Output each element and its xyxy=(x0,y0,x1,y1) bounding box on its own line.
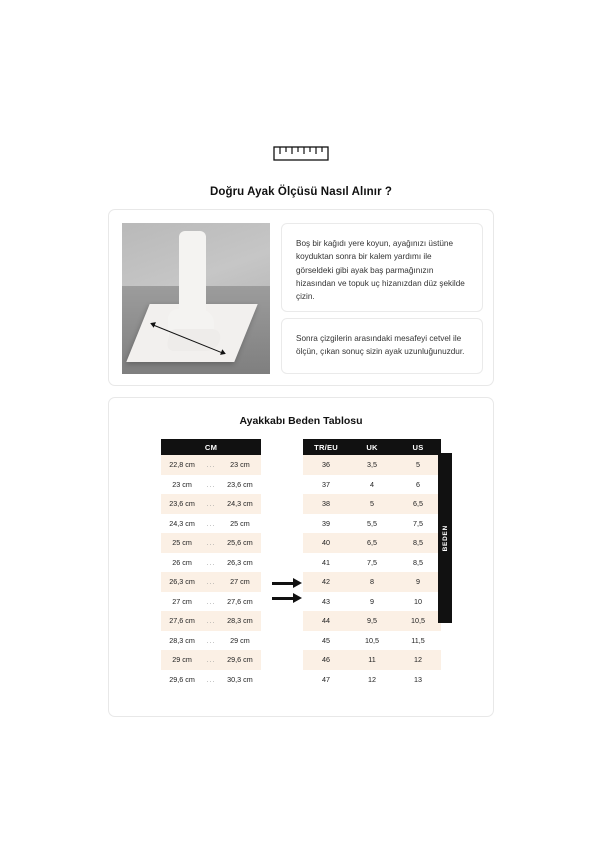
size-uk: 7,5 xyxy=(349,553,395,573)
size-us: 10,5 xyxy=(395,611,441,631)
cm-min: 26 cm xyxy=(161,553,203,573)
cm-dots: ... xyxy=(203,533,219,553)
table-row xyxy=(161,592,261,612)
size-table-header-us: US xyxy=(395,439,441,455)
cm-min: 23 cm xyxy=(161,475,203,495)
size-us: 6,5 xyxy=(395,494,441,514)
cm-table-body xyxy=(161,455,261,689)
ruler-icon-wrap xyxy=(0,140,602,166)
size-uk: 12 xyxy=(349,670,395,690)
size-treu: 38 xyxy=(303,494,349,514)
cm-dots: ... xyxy=(203,650,219,670)
table-row xyxy=(161,572,261,592)
table-row xyxy=(303,670,441,690)
size-us: 7,5 xyxy=(395,514,441,534)
cm-min: 28,3 cm xyxy=(161,631,203,651)
size-uk: 10,5 xyxy=(349,631,395,651)
cm-dots: ... xyxy=(203,670,219,690)
table-row xyxy=(161,670,261,690)
ruler-icon xyxy=(273,140,329,166)
page-title: Doğru Ayak Ölçüsü Nasıl Alınır ? xyxy=(209,186,393,198)
table-row xyxy=(161,650,261,670)
table-row xyxy=(161,553,261,573)
table-row xyxy=(161,455,261,475)
size-table-body xyxy=(303,455,441,689)
size-treu: 44 xyxy=(303,611,349,631)
cm-max: 27 cm xyxy=(219,572,261,592)
cm-min: 27,6 cm xyxy=(161,611,203,631)
size-treu: 47 xyxy=(303,670,349,690)
size-uk: 5,5 xyxy=(349,514,395,534)
cm-table xyxy=(161,439,261,689)
size-chart-card xyxy=(108,397,494,717)
table-row xyxy=(161,514,261,534)
size-us: 11,5 xyxy=(395,631,441,651)
table-row xyxy=(303,514,441,534)
arrow-head xyxy=(293,578,302,588)
size-us: 9 xyxy=(395,572,441,592)
size-treu: 42 xyxy=(303,572,349,592)
cm-min: 27 cm xyxy=(161,592,203,612)
size-uk: 3,5 xyxy=(349,455,395,475)
size-uk: 8 xyxy=(349,572,395,592)
size-uk: 9,5 xyxy=(349,611,395,631)
cm-dots: ... xyxy=(203,611,219,631)
cm-dots: ... xyxy=(203,475,219,495)
size-us: 12 xyxy=(395,650,441,670)
instruction-step-1: Boş bir kağıdı yere koyun, ayağınızı üstüne koyduktan sonra bir kalem yardımı ile görseldeki gibi ayak baş parmağınızın hizasından ve topuk uç hizanızdan düz şekilde çizin. xyxy=(281,223,483,312)
photo-leg xyxy=(179,231,206,317)
size-us: 5 xyxy=(395,455,441,475)
cm-max: 23 cm xyxy=(219,455,261,475)
instructions-card xyxy=(108,209,494,386)
cm-max: 28,3 cm xyxy=(219,611,261,631)
table-row xyxy=(303,572,441,592)
cm-min: 29 cm xyxy=(161,650,203,670)
size-treu: 41 xyxy=(303,553,349,573)
size-chart-title: Ayakkabı Beden Tablosu xyxy=(239,415,363,427)
arrow-right-icon xyxy=(272,576,306,591)
cm-min: 25 cm xyxy=(161,533,203,553)
beden-side-label xyxy=(438,453,452,623)
table-row xyxy=(161,533,261,553)
size-treu: 43 xyxy=(303,592,349,612)
cm-max: 27,6 cm xyxy=(219,592,261,612)
beden-side-label-text: BEDEN xyxy=(441,524,449,552)
cm-dots: ... xyxy=(203,553,219,573)
cm-max: 29,6 cm xyxy=(219,650,261,670)
size-us: 6 xyxy=(395,475,441,495)
size-uk: 6,5 xyxy=(349,533,395,553)
table-row xyxy=(303,592,441,612)
cm-dots: ... xyxy=(203,455,219,475)
cm-max: 29 cm xyxy=(219,631,261,651)
size-treu: 40 xyxy=(303,533,349,553)
table-row xyxy=(303,650,441,670)
size-tables xyxy=(109,439,493,689)
cm-dots: ... xyxy=(203,514,219,534)
size-treu: 46 xyxy=(303,650,349,670)
arrow-head xyxy=(293,593,302,603)
table-row xyxy=(303,553,441,573)
size-uk: 5 xyxy=(349,494,395,514)
arrow-stem xyxy=(272,597,294,600)
table-row xyxy=(303,475,441,495)
size-treu: 37 xyxy=(303,475,349,495)
table-row xyxy=(303,533,441,553)
arrow-right-icon xyxy=(272,591,306,606)
size-uk: 9 xyxy=(349,592,395,612)
table-row xyxy=(161,611,261,631)
table-row xyxy=(161,631,261,651)
cm-dots: ... xyxy=(203,572,219,592)
table-row xyxy=(303,455,441,475)
cm-max: 26,3 cm xyxy=(219,553,261,573)
size-us: 13 xyxy=(395,670,441,690)
size-treu: 36 xyxy=(303,455,349,475)
size-uk: 4 xyxy=(349,475,395,495)
size-table-header-treu: TR/EU xyxy=(303,439,349,455)
cm-dots: ... xyxy=(203,592,219,612)
cm-min: 24,3 cm xyxy=(161,514,203,534)
cm-dots: ... xyxy=(203,494,219,514)
table-row xyxy=(161,475,261,495)
cm-max: 25,6 cm xyxy=(219,533,261,553)
table-row xyxy=(303,494,441,514)
table-row xyxy=(161,494,261,514)
arrow-stem xyxy=(272,582,294,585)
cm-table-header: CM xyxy=(161,439,261,455)
cm-max: 25 cm xyxy=(219,514,261,534)
size-us: 8,5 xyxy=(395,533,441,553)
instruction-step-2: Sonra çizgilerin arasındaki mesafeyi cetvel ile ölçün, çıkan sonuç sizin ayak uzunluğunuzdur. xyxy=(281,318,483,374)
cm-min: 26,3 cm xyxy=(161,572,203,592)
table-row xyxy=(303,631,441,651)
cm-min: 23,6 cm xyxy=(161,494,203,514)
size-treu: 45 xyxy=(303,631,349,651)
cm-dots: ... xyxy=(203,631,219,651)
cm-min: 29,6 cm xyxy=(161,670,203,690)
size-us: 10 xyxy=(395,592,441,612)
conversion-arrows xyxy=(272,576,306,606)
cm-min: 22,8 cm xyxy=(161,455,203,475)
cm-max: 24,3 cm xyxy=(219,494,261,514)
size-table-header-uk: UK xyxy=(349,439,395,455)
size-uk: 11 xyxy=(349,650,395,670)
size-us: 8,5 xyxy=(395,553,441,573)
cm-max: 23,6 cm xyxy=(219,475,261,495)
foot-measure-photo xyxy=(122,223,270,374)
size-table xyxy=(303,439,441,689)
size-treu: 39 xyxy=(303,514,349,534)
table-row xyxy=(303,611,441,631)
cm-max: 30,3 cm xyxy=(219,670,261,690)
